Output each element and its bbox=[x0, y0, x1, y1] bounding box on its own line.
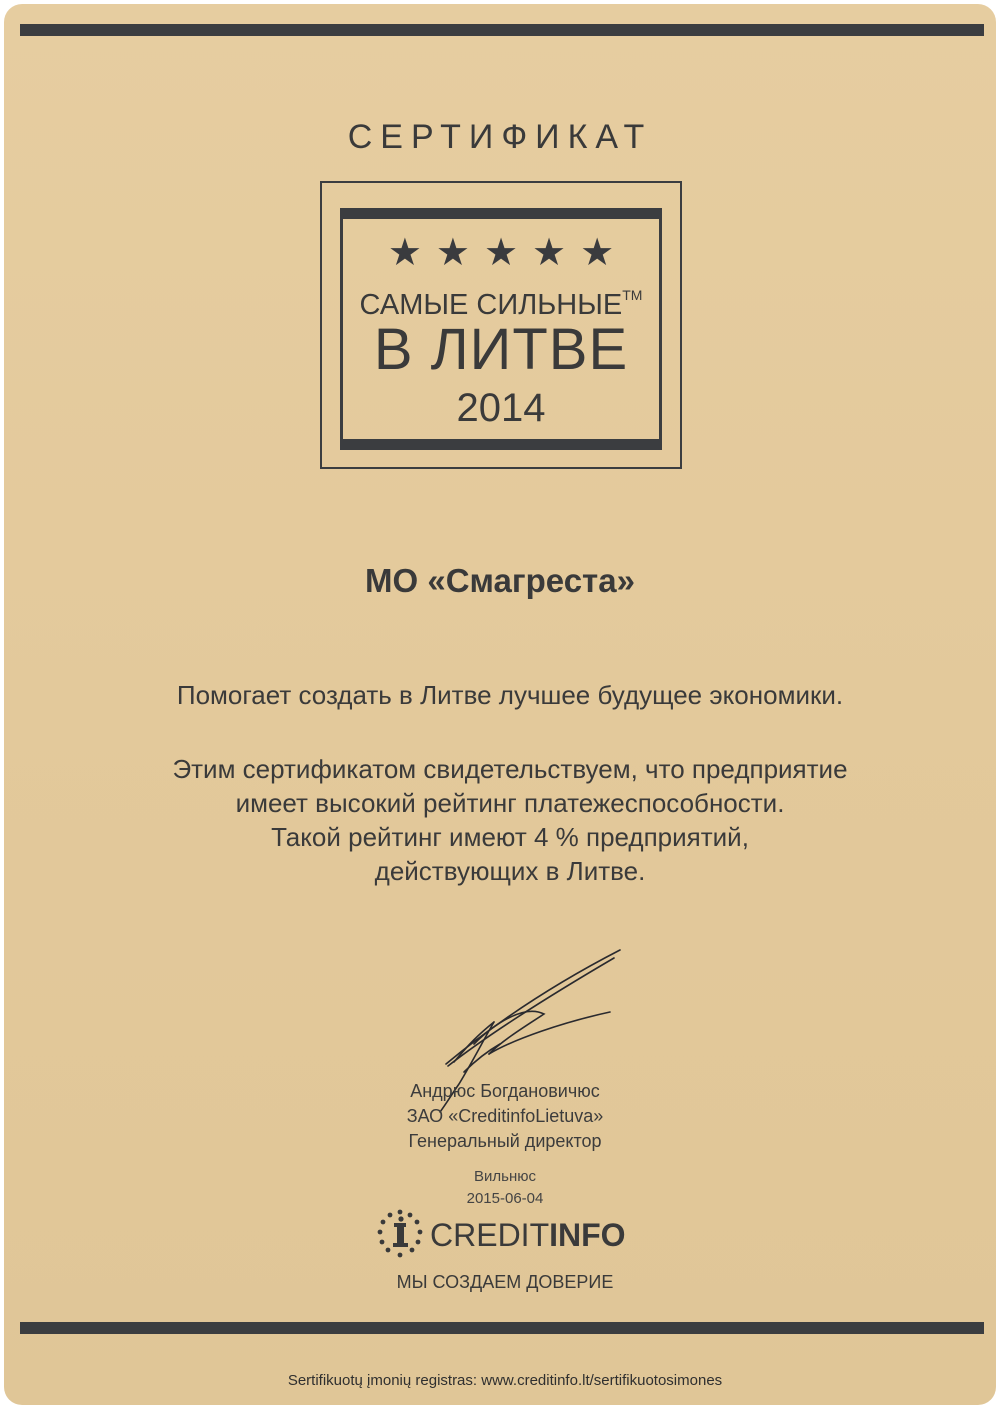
top-border-bar bbox=[20, 24, 984, 36]
signer-position: Генеральный директор bbox=[408, 1131, 602, 1151]
bottom-border-bar bbox=[20, 1322, 984, 1334]
certificate-title: СЕРТИФИКАТ bbox=[347, 118, 653, 156]
statement-text bbox=[4, 752, 996, 888]
trademark-mark: TM bbox=[622, 287, 643, 303]
issue-date: 2015-06-04 bbox=[466, 1190, 544, 1207]
statement-line: имеет высокий рейтинг платежеспособности. bbox=[235, 788, 785, 818]
company-name: МО «Смагреста» bbox=[365, 562, 635, 599]
signer-company: ЗАО «CreditinfoLietuva» bbox=[406, 1106, 604, 1126]
slogan: МЫ СОЗДАЕМ ДОВЕРИЕ bbox=[396, 1272, 614, 1292]
creditinfo-logo bbox=[374, 1209, 644, 1259]
place-date-block bbox=[4, 1166, 996, 1210]
issue-place: Вильнюс bbox=[474, 1168, 536, 1185]
creditinfo-logo-icon bbox=[374, 1209, 426, 1259]
statement-line: Такой рейтинг имеют 4 % предприятий, bbox=[271, 822, 749, 852]
rating-stars-icon: ★★★★★ bbox=[387, 230, 629, 274]
statement-line: Этим сертификатом свидетельствуем, что предприятие bbox=[172, 754, 848, 784]
badge-line-in-lithuania: В ЛИТВЕ bbox=[373, 317, 629, 382]
signer-name: Андрюс Богдановичюс bbox=[410, 1081, 600, 1101]
registry-footer: Sertifikuotų įmonių registras: www.creditinfo.lt/sertifikuotosimones bbox=[287, 1372, 723, 1389]
tagline: Помогает создать в Литве лучшее будущее экономики. bbox=[176, 680, 844, 710]
creditinfo-wordmark bbox=[430, 1217, 626, 1254]
wordmark-light: CREDIT bbox=[430, 1217, 550, 1253]
statement-line: действующих в Литве. bbox=[374, 856, 646, 886]
certificate-page bbox=[4, 4, 996, 1405]
badge-line1-text: САМЫЕ СИЛЬНЫЕ bbox=[359, 289, 623, 321]
badge-year: 2014 bbox=[456, 386, 546, 430]
signer-block bbox=[4, 1079, 996, 1154]
wordmark-bold: INFO bbox=[549, 1217, 626, 1253]
